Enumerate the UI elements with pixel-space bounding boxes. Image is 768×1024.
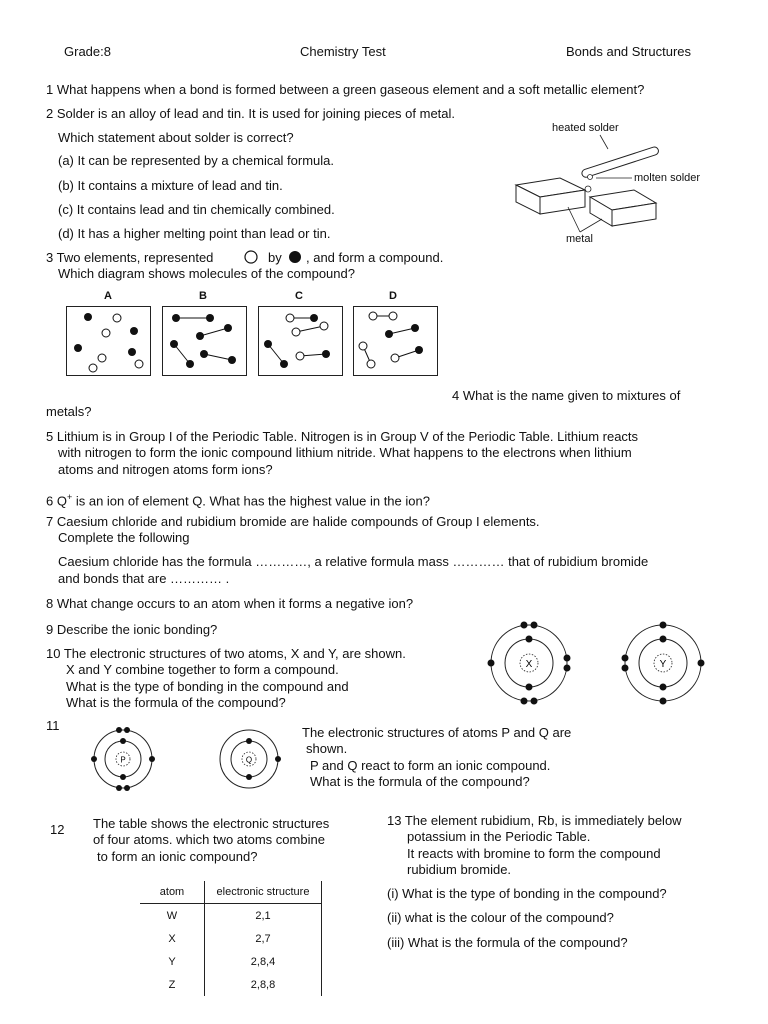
atom-y-diagram: [618, 620, 710, 710]
question-8: 8 What change occurs to an atom when it forms a negative ion?: [46, 596, 414, 611]
atom-q-diagram: [216, 724, 282, 794]
filled-circle-icon: [287, 249, 303, 265]
label-molten-solder: molten solder: [634, 172, 701, 184]
cell-atom: Z: [140, 973, 205, 996]
header-electronic-structure: electronic structure: [205, 881, 322, 904]
cell-atom: Y: [140, 950, 205, 973]
question-7-line2: Complete the following: [58, 530, 190, 545]
cell-structure: 2,7: [255, 932, 271, 945]
question-10-line3: What is the type of bonding in the compound and: [66, 679, 349, 694]
question-11-line2: shown.: [306, 741, 348, 756]
atom-x-label: X: [525, 659, 533, 670]
question-10-line2: X and Y combine together to form a compound.: [66, 662, 339, 677]
test-title: Chemistry Test: [300, 44, 386, 59]
diagram-label-d: D: [389, 290, 397, 302]
question-4: 4 What is the name given to mixtures of: [452, 388, 681, 403]
question-11-line4: What is the formula of the compound?: [310, 774, 530, 789]
question-5-line1: 5 Lithium is in Group I of the Periodic Table. Nitrogen is in Group V of the Periodic Table. Lithium reacts: [46, 429, 639, 444]
electronic-structure-table: [140, 881, 322, 996]
question-7-line1: 7 Caesium chloride and rubidium bromide are halide compounds of Group I elements.: [46, 514, 540, 529]
question-11-line3: P and Q react to form an ionic compound.: [310, 758, 551, 773]
option-2b: (b) It contains a mixture of lead and tin.: [58, 178, 283, 193]
topic-label: Bonds and Structures: [566, 44, 692, 59]
question-11-line1: The electronic structures of atoms P and Q are: [302, 725, 572, 740]
question-11-number: 11: [46, 718, 60, 733]
question-13-iii: (iii) What is the formula of the compound?: [387, 935, 628, 950]
question-4-cont: metals?: [46, 404, 92, 419]
cell-atom: W: [140, 904, 205, 928]
label-heated-solder: heated solder: [552, 122, 619, 134]
atom-x-diagram: [484, 620, 576, 710]
question-6: [46, 489, 430, 509]
question-13-ii: (ii) what is the colour of the compound?: [387, 910, 614, 925]
cell-structure: 2,8,8: [250, 978, 276, 991]
question-13-i: (i) What is the type of bonding in the compound?: [387, 886, 667, 901]
question-12-number: 12: [50, 822, 65, 837]
cell-structure: 2,8,4: [250, 955, 276, 968]
diagram-label-a: A: [104, 290, 112, 302]
grade-label: Grade:8: [64, 44, 111, 59]
question-7-line3: Caesium chloride has the formula …………, a relative formula mass ………… that of rubidium bromide: [58, 554, 649, 569]
question-6-charge: +: [66, 492, 73, 502]
table-row: [140, 904, 322, 928]
question-6-prefix: 6 Q: [46, 493, 67, 509]
atom-p-label: P: [120, 755, 126, 765]
atom-p-diagram: [90, 724, 156, 794]
question-2: 2 Solder is an alloy of lead and tin. It is used for joining pieces of metal.: [46, 106, 456, 121]
table-row: [140, 927, 322, 950]
table-row: [140, 973, 322, 996]
question-13-line2: potassium in the Periodic Table.: [407, 829, 591, 844]
question-10-line1: 10 The electronic structures of two atoms, X and Y, are shown.: [46, 646, 406, 661]
molecule-diagram-c: [258, 306, 344, 376]
option-2d: (d) It has a higher melting point than lead or tin.: [58, 226, 331, 241]
question-13-line1: 13 The element rubidium, Rb, is immediately below: [387, 813, 682, 828]
diagram-label-b: B: [199, 290, 207, 302]
diagram-label-c: C: [295, 290, 303, 302]
cell-atom: X: [140, 927, 205, 950]
question-13-line4: rubidium bromide.: [407, 862, 512, 877]
question-12-line2: of four atoms. which two atoms combine: [93, 832, 325, 847]
question-7-line4: and bonds that are ………… .: [58, 571, 230, 586]
question-2-prompt: Which statement about solder is correct?: [58, 130, 294, 145]
question-12-line1: The table shows the electronic structures: [93, 816, 330, 831]
question-3-part1: 3 Two elements, represented: [46, 250, 214, 265]
question-6-text: is an ion of element Q. What has the highest value in the ion?: [72, 493, 430, 509]
cell-structure: 2,1: [255, 909, 271, 922]
question-3-prompt: Which diagram shows molecules of the compound?: [58, 266, 355, 281]
question-3-part3: , and form a compound.: [306, 250, 444, 265]
molecule-diagram-d: [353, 306, 439, 376]
table-header-row: [140, 881, 322, 904]
open-circle-icon: [243, 249, 259, 265]
molecule-diagram-b: [162, 306, 248, 376]
header-atom: atom: [140, 881, 205, 904]
option-2a: (a) It can be represented by a chemical formula.: [58, 153, 335, 168]
question-3-part2: by: [268, 250, 282, 265]
option-2c: (c) It contains lead and tin chemically combined.: [58, 202, 335, 217]
question-1: 1 What happens when a bond is formed between a green gaseous element and a soft metallic element?: [46, 82, 645, 97]
question-12-line3: to form an ionic compound?: [97, 849, 258, 864]
table-row: [140, 950, 322, 973]
label-metal: metal: [566, 233, 593, 245]
question-10-line4: What is the formula of the compound?: [66, 695, 286, 710]
atom-y-label: Y: [659, 659, 667, 670]
question-5-line2: with nitrogen to form the ionic compound lithium nitride. What happens to the electrons when lithium: [58, 445, 632, 460]
question-5-line3: atoms and nitrogen atoms form ions?: [58, 462, 273, 477]
question-13-line3: It reacts with bromine to form the compound: [407, 846, 661, 861]
atom-q-label: Q: [245, 755, 253, 765]
question-9: 9 Describe the ionic bonding?: [46, 622, 218, 637]
molecule-diagram-a: [66, 306, 152, 376]
